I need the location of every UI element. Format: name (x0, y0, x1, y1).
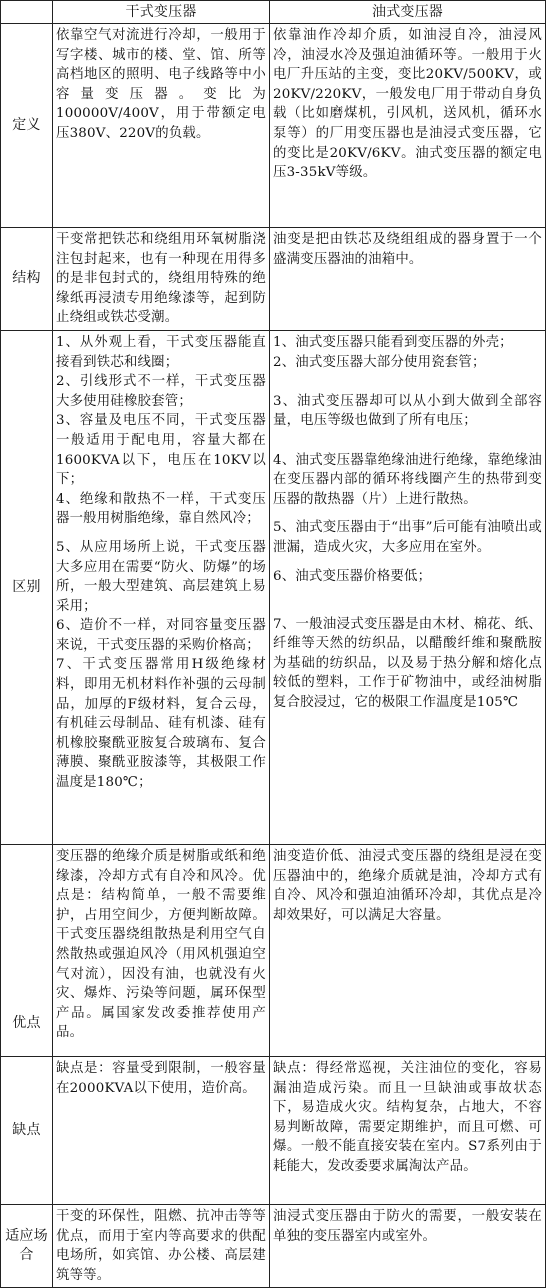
cell-advantages-oil: 油变造价低、油浸式变压器的绕组是浸在变压器油中的，绝缘介质就是油，冷却方式有自冷、风冷和强迫油循环冷却，其优点是冷却效果好，可以满足大容量。 (270, 844, 546, 1056)
difference-oil-item: 4、油式变压器靠绝缘油进行绝缘，靠绝缘油在变压器内部的循环将线圈产生的热带到变压器的散热器（片）上进行散热。 (273, 452, 542, 507)
label-definition: 定义 (1, 24, 53, 228)
label-difference: 区别 (1, 330, 53, 844)
cell-difference-oil (270, 330, 546, 844)
difference-oil-item: 2、油式变压器大部分使用瓷套管； (273, 354, 486, 370)
difference-oil-item: 6、油式变压器价格要低； (273, 568, 432, 584)
difference-dry-item: 5、从应用场所上说，干式变压器大多应用在需要“防火、防爆”的场所，一般大型建筑、高层建筑上易采用； (56, 539, 266, 614)
difference-dry-item: 6、造价不一样，对同容量变压器来说，干式变压器的采购价格高； (56, 618, 266, 653)
cell-disadvantages-oil: 缺点：得经常巡视，关注油位的变化，容易漏油造成污染。而且一旦缺油或事故状态下，易造成火灾。结构复杂，占地大，不容易判断故障，需要定期维护，而且可燃、可爆。一般不能直接安装在室内。S7系列由于耗能大，发改委要求属淘汰产品。 (270, 1056, 546, 1204)
difference-dry-item: 7、干式变压器常用H级绝缘材料，即用无机材料作补强的云母制品，加厚的F级材料，复合云母，有机硅云母制品、硅有机漆、硅有机橡胶聚酰亚胺复合玻璃布、复合薄膜、聚酰亚胺漆等，其极限工作温度是180℃； (56, 657, 266, 791)
row-definition (1, 24, 546, 228)
label-disadvantages: 缺点 (1, 1056, 53, 1204)
difference-dry-item: 1、从外观上看，干式变压器能直接看到铁芯和线圈； (56, 334, 266, 370)
header-row (1, 1, 546, 24)
label-application: 适应场合 (1, 1204, 53, 1287)
cell-difference-dry (53, 330, 270, 844)
cell-advantages-dry: 变压器的绝缘介质是树脂或纸和绝缘漆，冷却方式有自冷和风冷。优点是：结构简单，一般不需要维护，占用空间少，方便判断故障。干式变压器绕组散热是利用空气自然散热或强迫风冷（用风机强迫空气对流），因没有油，也就没有火灾、爆炸、污染等问题，属环保型产品。属国家发改委推荐使用产品。 (53, 844, 270, 1056)
header-oil-transformer: 油式变压器 (270, 1, 546, 24)
header-blank (1, 1, 53, 24)
label-advantages: 优点 (1, 844, 53, 1056)
cell-definition-oil: 依靠油作冷却介质，如油浸自冷，油浸风冷，油浸水冷及强迫油循环等。一般用于火电厂升压站的主变，变比20KV/500KV，或20KV/220KV，一般发电厂用于带动自身负载（比如磨煤机，引风机，送风机，循环水泵等）的厂用变压器也是油浸式变压器，它的变比是20KV/6KV。油式变压器的额定电压3-35kV等级。 (270, 24, 546, 228)
difference-dry-item: 3、容量及电压不同，干式变压器一般适用于配电用，容量大都在1600KVA以下，电压在10KV以下； (56, 413, 266, 488)
difference-oil-item: 3、油式变压器却可以从小到大做到全部容量，电压等级也做到了所有电压； (273, 393, 542, 429)
difference-oil-item: 5、油式变压器由于“出事”后可能有油喷出或泄漏，造成火灾，大多应用在室外。 (273, 520, 542, 555)
label-structure: 结构 (1, 228, 53, 331)
cell-structure-dry: 干变常把铁芯和绕组用环氧树脂浇注包封起来，也有一种现在用得多的是非包封式的，绕组用特殊的绝缘纸再浸渍专用绝缘漆等，起到防止绕组或铁芯受潮。 (53, 228, 270, 331)
row-application (1, 1204, 546, 1287)
row-disadvantages (1, 1056, 546, 1204)
header-dry-transformer: 干式变压器 (53, 1, 270, 24)
row-advantages (1, 844, 546, 1056)
difference-oil-item: 7、一般油浸式变压器是由木材、棉花、纸、纤维等天然的纺织品，以醋酸纤维和聚酰胺为基础的纺织品，以及易于热分解和熔化点较低的塑料，工作于矿物油中，或经油树脂复合胶浸过，它的极限工作温度是105℃ (273, 616, 542, 711)
row-structure (1, 228, 546, 331)
cell-definition-dry: 依靠空气对流进行冷却，一般用于写字楼、城市的楼、堂、馆、所等高档地区的照明、电子线路等中小容量变压器。变比为100000V/400V，用于带额定电压380V、220V的负载。 (53, 24, 270, 228)
difference-dry-item: 4、绝缘和散热不一样，干式变压器一般用树脂绝缘，靠自然风冷； (56, 491, 266, 527)
cell-structure-oil: 油变是把由铁芯及绕组组成的器身置于一个盛满变压器油的油箱中。 (270, 228, 546, 331)
cell-application-oil: 油浸式变压器由于防火的需要，一般安装在单独的变压器室内或室外。 (270, 1204, 546, 1287)
row-difference (1, 330, 546, 844)
cell-application-dry: 干变的环保性，阻燃、抗冲击等等优点，而用于室内等高要求的供配电场所，如宾馆、办公楼、高层建筑等等。 (53, 1204, 270, 1287)
difference-dry-item: 2、引线形式不一样，干式变压器大多使用硅橡胶套管； (56, 374, 266, 409)
cell-disadvantages-dry: 缺点是：容量受到限制，一般容量在2000KVA以下使用，造价高。 (53, 1056, 270, 1204)
difference-oil-item: 1、油式变压器只能看到变压器的外壳； (273, 334, 513, 350)
